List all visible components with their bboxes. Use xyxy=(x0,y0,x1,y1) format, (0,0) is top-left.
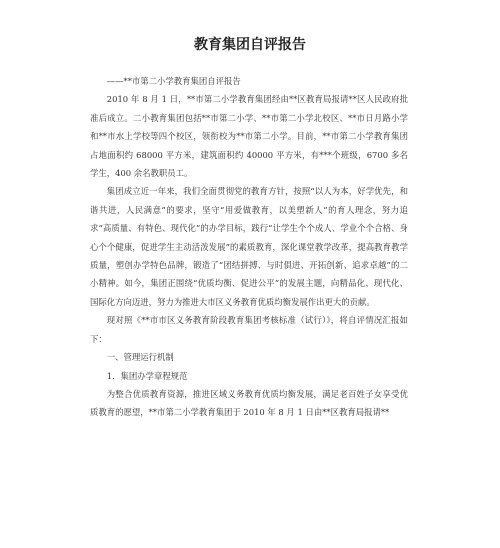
paragraph-charter: 为整合优质教育资源，推进区域义务教育优质均衡发展，满足老百姓子女享受优质教育的愿望，**市第二小学教育集团于 2010 年 8 月 1 日由**区教育局报请** xyxy=(90,388,408,418)
subsection-heading-charter: 1．集团办学章程规范 xyxy=(106,370,188,381)
document-body xyxy=(90,72,408,422)
document-subtitle: ——**市第二小学教育集团自评报告 xyxy=(106,76,241,86)
paragraph-intro: 2010 年 8 月 1 日，**市第二小学教育集团经由**区教育局报请**区人民政府批准后成立。二小教育集团包括**市第二小学、**市第二小学北校区、**市日月路小学和**市水上学校等四个校区，领衔校为**市第二小学。目前，**市第二小学教育集团占地面积约 68000 平方米，建筑面积约 40000 平方米，有***个班级，6700 多名学生，400 余名教职员工。 xyxy=(90,94,408,179)
paragraph-report-basis: 现对照《**市市区义务教育阶段教育集团考核标准（试行）》，将自评情况汇报如下： xyxy=(90,315,408,344)
document-title: 教育集团自评报告 xyxy=(194,37,306,53)
paragraph-development: 集团成立近一年来，我们全面贯彻党的教育方针，按照“以人为本，好学优先，和谐共进，人民满意”的要求，坚守“用爱做教育，以美塑新人”的育人理念，努力追求“高质量、有特色、现代化”的办学目标，践行“让学生个个成人、学业个个合格、身心个个健康，促进学生主动活泼发展”的素质教育，深化课堂教学改革，提高教育教学质量，塑创办学特色品牌，锻造了“团结拼搏、与时俱进、开拓创新、追求卓越”的二小精神。如今，集团正围绕“优质均衡、促进公平”的发展主题，向精品化、现代化、国际化方向迈进，努力为推进大市区义务教育优质均衡发展作出更大的贡献。 xyxy=(90,186,408,307)
section-heading-management: 一、管理运行机制 xyxy=(106,352,174,363)
